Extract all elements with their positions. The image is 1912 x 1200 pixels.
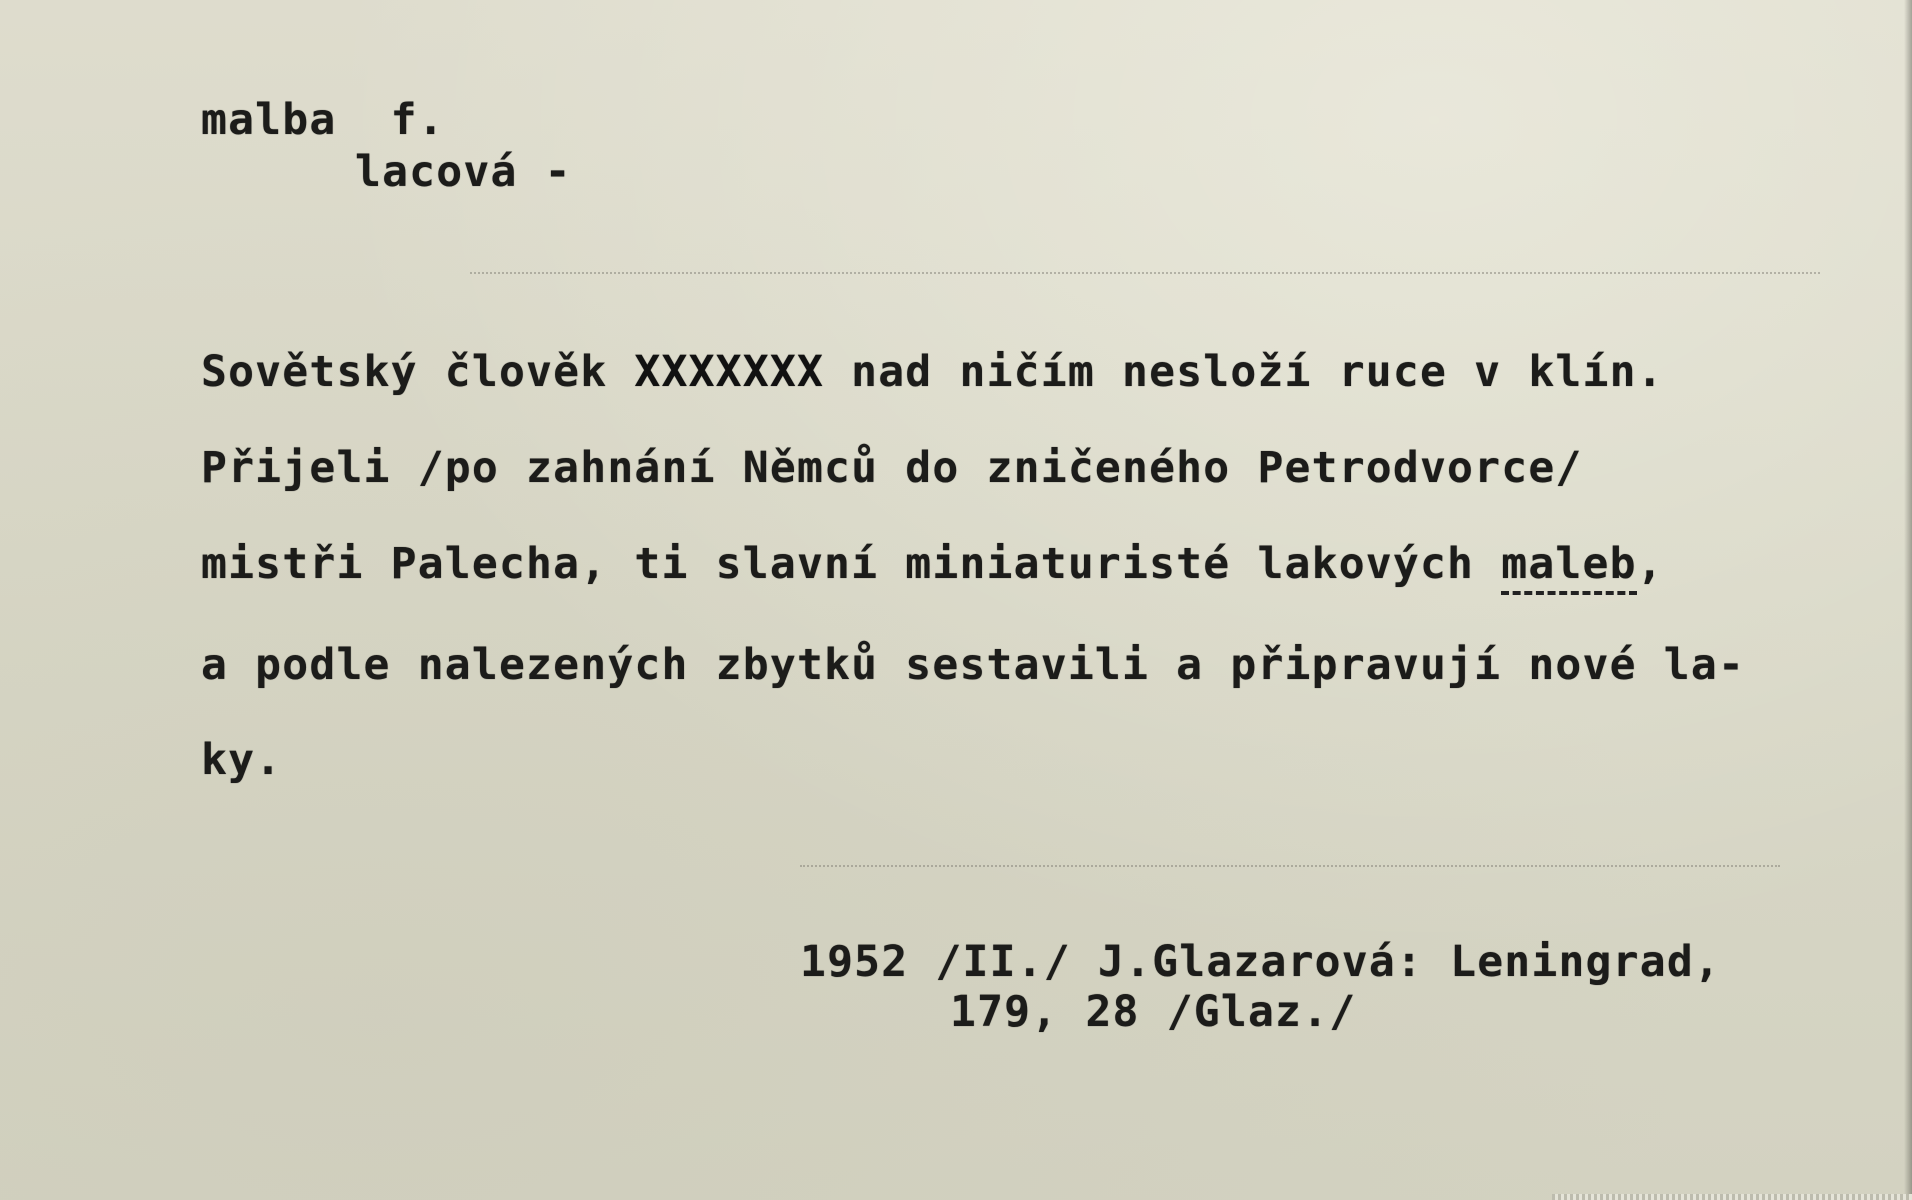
citation-line-1: 1952 /II./ J.Glazarová: Leningrad, xyxy=(800,937,1721,987)
body-line-1-end: nad ničím nesloží ruce v klín. xyxy=(824,347,1664,397)
subheadword: lacová - xyxy=(355,147,572,197)
body-line-3-start: mistři Palecha, ti slavní miniaturisté lakových xyxy=(201,539,1502,589)
card-corner-mark xyxy=(1552,1194,1912,1200)
body-line-2: Přijeli /po zahnání Němců do zničeného Petrodvorce/ xyxy=(201,443,1583,493)
headword: malba f. xyxy=(201,95,445,145)
faint-rule xyxy=(800,865,1780,867)
body-line-5: ky. xyxy=(201,735,283,785)
struck-out-word: XXXXXXX xyxy=(634,347,825,397)
body-line-3 xyxy=(201,539,1664,589)
faint-rule xyxy=(470,272,1820,274)
body-line-1 xyxy=(201,347,1664,397)
citation-line-2: 179, 28 /Glaz./ xyxy=(950,987,1357,1037)
body-line-1-start: Sovětský člověk xyxy=(201,347,635,397)
underlined-headword-form: maleb xyxy=(1501,539,1636,595)
body-line-4: a podle nalezených zbytků sestavili a připravují nové la- xyxy=(201,640,1746,690)
card-edge-shadow xyxy=(1904,0,1912,1200)
body-line-3-end: , xyxy=(1636,539,1664,589)
